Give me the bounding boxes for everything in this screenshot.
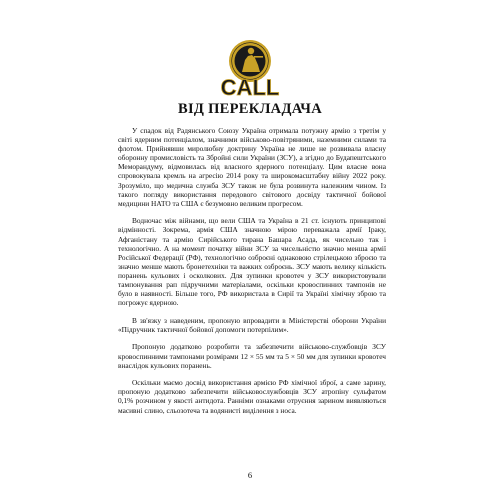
page-title: ВІД ПЕРЕКЛАДАЧА <box>177 101 323 117</box>
page-number: 6 <box>247 470 253 480</box>
paragraph: Пропоную додатково розробити та забезпечити військово-службовців ЗСУ кровоспинними тампонами розмірами 12 × 55 мм та 5 × 50 мм для зупинки кровотеч внаслідок кульових поранень. <box>118 342 386 370</box>
call-logo-emblem <box>206 38 294 98</box>
call-logo <box>206 38 294 98</box>
body-text <box>118 126 386 423</box>
paragraph: В зв'язку з наведеним, пропоную впровадити в Міністерстві оборони України «Підручник тактичної бойової допомоги потерпілим». <box>118 315 386 334</box>
paragraph: Оскільки маємо досвід використання армією РФ хімічної зброї, а саме зарину, пропоную додатково забезпечити військовослужбовців ЗСУ атропіну сульфатом 0,1% розчином у якості антидота. Ранніми ознаками отруєння зарином виявляються масивні слино, сльозотеча та водянисті виділення з носа. <box>118 378 386 415</box>
call-wordmark: CALL <box>220 75 280 98</box>
paragraph: Водночас між війнами, що вели США та Україна в 21 ст. існують принципові відмінності. Зокрема, армія США значною мірою переважала армії Іраку, Афганістану та армію Сирійського тирана Башара Асада, як чисельно так і технологічно. А на момент початку війни ЗСУ за чисельністю значно менша армії Російської Федерації (РФ), технологічно озброєні однаковою стрілецькою зброєю та значно менше мають бронетехніки та важких озброєнь. ЗСУ мають велику кількість поранень кульових і осколкових. Для зупинки кровотеч у ЗСУ використовували тампонування рап підручними матеріалами, оскільки кровоспинних тампонів не було в наявності. Більше того, РФ використала в Сирії та Україні хімічну зброю та погрожує ядерною. <box>118 216 386 308</box>
paragraph: У спадок від Радянського Союзу Україна отримала потужну армію з третім у світі ядерним потенціалом, значними військово-повітряними, наземними силами та флотом. Прийнявши миролюбну доктрину Україна не лише не розвивала власну оборонну промисловість та Збройні сили України (ЗСУ), а згідно до Будапештського Меморандуму, відмовилась від власного ядерного потенціалу. Цим власне вона спровокувала кремль на агресію 2014 року та широкомасштабну війну 2022 року. Зрозуміло, що медична служба ЗСУ також не була розвинута належним чином. Із такого погляду використання передового світового досвіду тактичної бойової медицини НАТО та США є безумовно великим прогресом. <box>118 126 386 208</box>
